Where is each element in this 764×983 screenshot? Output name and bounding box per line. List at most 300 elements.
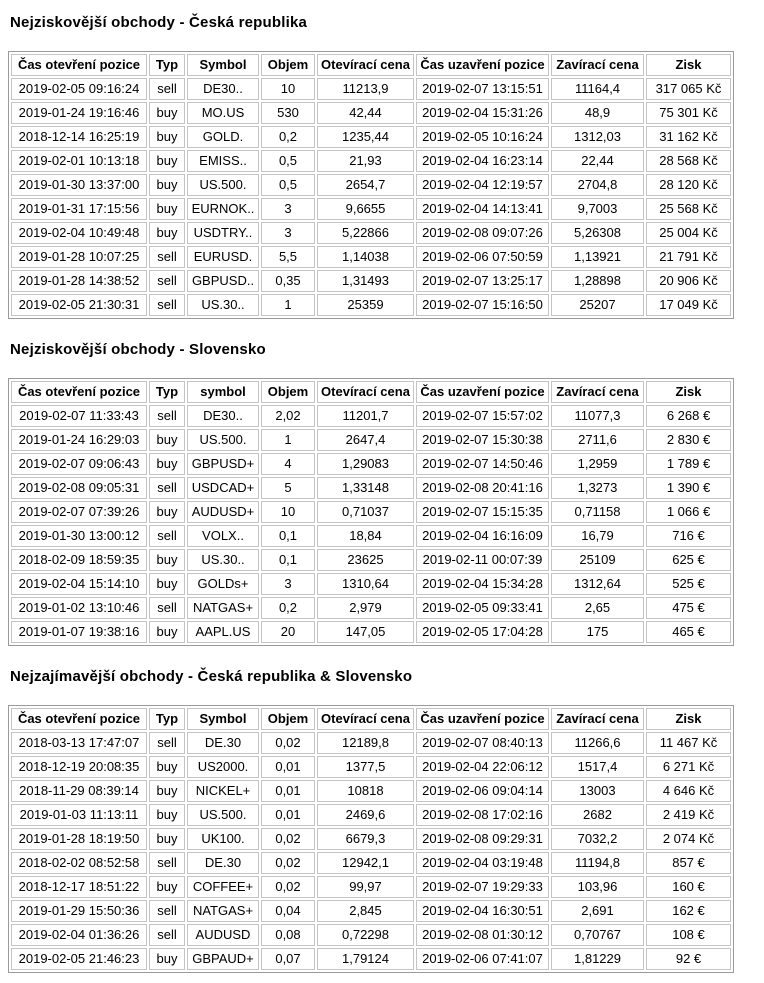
cell-open-price: 11213,9	[317, 78, 414, 100]
cell-open-time: 2018-12-19 20:08:35	[11, 756, 147, 778]
cell-close-time: 2019-02-04 16:16:09	[416, 525, 549, 547]
table-row	[11, 150, 731, 172]
cell-open-price: 12189,8	[317, 732, 414, 754]
cell-volume: 1	[261, 429, 315, 451]
cell-symbol: DE.30	[187, 852, 259, 874]
cell-type: buy	[149, 102, 185, 124]
cell-close-time: 2019-02-05 17:04:28	[416, 621, 549, 643]
cell-symbol: DE30..	[187, 405, 259, 427]
cell-open-time: 2018-02-09 18:59:35	[11, 549, 147, 571]
cell-open-price: 1310,64	[317, 573, 414, 595]
cell-profit: 75 301 Kč	[646, 102, 731, 124]
trades-table	[8, 51, 734, 319]
cell-type: buy	[149, 453, 185, 475]
table-row	[11, 597, 731, 619]
cell-volume: 0,35	[261, 270, 315, 292]
cell-volume: 3	[261, 573, 315, 595]
cell-close-price: 2704,8	[551, 174, 644, 196]
column-header-symbol: Symbol	[187, 54, 259, 76]
cell-open-price: 10818	[317, 780, 414, 802]
cell-close-time: 2019-02-07 19:29:33	[416, 876, 549, 898]
cell-open-price: 2654,7	[317, 174, 414, 196]
cell-symbol: MO.US	[187, 102, 259, 124]
cell-open-price: 18,84	[317, 525, 414, 547]
cell-open-price: 12942,1	[317, 852, 414, 874]
cell-open-price: 1377,5	[317, 756, 414, 778]
cell-open-time: 2019-01-30 13:37:00	[11, 174, 147, 196]
cell-close-time: 2019-02-07 15:57:02	[416, 405, 549, 427]
cell-profit: 11 467 Kč	[646, 732, 731, 754]
cell-symbol: EURNOK..	[187, 198, 259, 220]
column-header-open-price: Otevírací cena	[317, 54, 414, 76]
header-row	[11, 708, 731, 730]
cell-close-price: 1,81229	[551, 948, 644, 970]
table-row	[11, 453, 731, 475]
cell-close-time: 2019-02-07 08:40:13	[416, 732, 549, 754]
cell-open-time: 2018-11-29 08:39:14	[11, 780, 147, 802]
cell-close-price: 175	[551, 621, 644, 643]
column-header-profit: Zisk	[646, 54, 731, 76]
column-header-open-price: Otevírací cena	[317, 381, 414, 403]
cell-profit: 475 €	[646, 597, 731, 619]
cell-close-time: 2019-02-08 09:07:26	[416, 222, 549, 244]
cell-type: sell	[149, 597, 185, 619]
cell-close-price: 0,71158	[551, 501, 644, 523]
table-row	[11, 525, 731, 547]
cell-volume: 0,02	[261, 828, 315, 850]
cell-close-time: 2019-02-06 07:50:59	[416, 246, 549, 268]
cell-type: sell	[149, 78, 185, 100]
cell-type: buy	[149, 573, 185, 595]
table-row	[11, 246, 731, 268]
cell-volume: 10	[261, 78, 315, 100]
column-header-type: Typ	[149, 708, 185, 730]
cell-volume: 5	[261, 477, 315, 499]
cell-type: buy	[149, 621, 185, 643]
cell-open-price: 25359	[317, 294, 414, 316]
cell-symbol: COFFEE+	[187, 876, 259, 898]
cell-type: buy	[149, 222, 185, 244]
cell-open-price: 1,33148	[317, 477, 414, 499]
trades-table	[8, 705, 734, 973]
cell-volume: 0,01	[261, 804, 315, 826]
cell-profit: 1 789 €	[646, 453, 731, 475]
cell-close-time: 2019-02-11 00:07:39	[416, 549, 549, 571]
cell-profit: 857 €	[646, 852, 731, 874]
cell-close-time: 2019-02-05 10:16:24	[416, 126, 549, 148]
cell-close-time: 2019-02-07 15:15:35	[416, 501, 549, 523]
column-header-volume: Objem	[261, 54, 315, 76]
column-header-type: Typ	[149, 54, 185, 76]
cell-close-price: 1,13921	[551, 246, 644, 268]
cell-symbol: VOLX..	[187, 525, 259, 547]
cell-open-price: 23625	[317, 549, 414, 571]
table-row	[11, 780, 731, 802]
cell-close-price: 2,65	[551, 597, 644, 619]
cell-open-price: 1,79124	[317, 948, 414, 970]
cell-volume: 0,5	[261, 174, 315, 196]
cell-symbol: US.500.	[187, 174, 259, 196]
cell-symbol: GBPAUD+	[187, 948, 259, 970]
cell-close-price: 1,28898	[551, 270, 644, 292]
cell-type: buy	[149, 150, 185, 172]
cell-symbol: EMISS..	[187, 150, 259, 172]
cell-type: buy	[149, 804, 185, 826]
table-row	[11, 405, 731, 427]
cell-close-time: 2019-02-07 14:50:46	[416, 453, 549, 475]
cell-profit: 6 271 Kč	[646, 756, 731, 778]
table-row	[11, 294, 731, 316]
cell-open-price: 6679,3	[317, 828, 414, 850]
cell-close-time: 2019-02-06 07:41:07	[416, 948, 549, 970]
cell-volume: 3	[261, 222, 315, 244]
column-header-close-time: Čas uzavření pozice	[416, 708, 549, 730]
cell-profit: 2 074 Kč	[646, 828, 731, 850]
cell-open-time: 2019-01-30 13:00:12	[11, 525, 147, 547]
section-title: Nejzajímavější obchody - Česká republika & Slovensko	[10, 668, 413, 685]
cell-volume: 0,2	[261, 597, 315, 619]
cell-close-time: 2019-02-08 17:02:16	[416, 804, 549, 826]
cell-close-price: 11077,3	[551, 405, 644, 427]
cell-close-price: 1,2959	[551, 453, 644, 475]
cell-volume: 0,1	[261, 549, 315, 571]
cell-close-price: 16,79	[551, 525, 644, 547]
cell-open-price: 1,14038	[317, 246, 414, 268]
cell-close-price: 1,3273	[551, 477, 644, 499]
cell-profit: 25 568 Kč	[646, 198, 731, 220]
cell-profit: 716 €	[646, 525, 731, 547]
cell-volume: 10	[261, 501, 315, 523]
cell-type: sell	[149, 924, 185, 946]
cell-close-time: 2019-02-07 15:16:50	[416, 294, 549, 316]
cell-profit: 465 €	[646, 621, 731, 643]
column-header-volume: Objem	[261, 708, 315, 730]
cell-open-time: 2019-01-28 18:19:50	[11, 828, 147, 850]
cell-close-price: 48,9	[551, 102, 644, 124]
cell-close-time: 2019-02-04 22:06:12	[416, 756, 549, 778]
cell-close-time: 2019-02-07 13:25:17	[416, 270, 549, 292]
cell-open-price: 21,93	[317, 150, 414, 172]
cell-close-price: 5,26308	[551, 222, 644, 244]
cell-profit: 25 004 Kč	[646, 222, 731, 244]
table-row	[11, 429, 731, 451]
column-header-profit: Zisk	[646, 708, 731, 730]
cell-profit: 17 049 Kč	[646, 294, 731, 316]
column-header-close-time: Čas uzavření pozice	[416, 381, 549, 403]
cell-symbol: USDTRY..	[187, 222, 259, 244]
cell-open-time: 2018-02-02 08:52:58	[11, 852, 147, 874]
header-row	[11, 54, 731, 76]
cell-open-time: 2019-01-24 19:16:46	[11, 102, 147, 124]
column-header-type: Typ	[149, 381, 185, 403]
cell-profit: 160 €	[646, 876, 731, 898]
table-row	[11, 270, 731, 292]
cell-open-time: 2019-01-28 10:07:25	[11, 246, 147, 268]
cell-open-time: 2019-01-24 16:29:03	[11, 429, 147, 451]
cell-volume: 2,02	[261, 405, 315, 427]
cell-symbol: US2000.	[187, 756, 259, 778]
cell-profit: 28 120 Kč	[646, 174, 731, 196]
cell-type: buy	[149, 501, 185, 523]
cell-type: sell	[149, 477, 185, 499]
cell-open-time: 2019-02-04 10:49:48	[11, 222, 147, 244]
cell-open-price: 99,97	[317, 876, 414, 898]
cell-close-time: 2019-02-04 16:23:14	[416, 150, 549, 172]
cell-volume: 0,2	[261, 126, 315, 148]
cell-open-time: 2019-01-28 14:38:52	[11, 270, 147, 292]
cell-symbol: EURUSD.	[187, 246, 259, 268]
cell-symbol: NATGAS+	[187, 900, 259, 922]
cell-symbol: GBPUSD+	[187, 453, 259, 475]
cell-open-time: 2018-12-17 18:51:22	[11, 876, 147, 898]
cell-close-time: 2019-02-04 16:30:51	[416, 900, 549, 922]
cell-close-price: 0,70767	[551, 924, 644, 946]
cell-profit: 1 066 €	[646, 501, 731, 523]
cell-type: buy	[149, 780, 185, 802]
cell-open-price: 147,05	[317, 621, 414, 643]
cell-close-price: 22,44	[551, 150, 644, 172]
table-row	[11, 756, 731, 778]
column-header-symbol: Symbol	[187, 708, 259, 730]
cell-profit: 162 €	[646, 900, 731, 922]
cell-close-price: 2711,6	[551, 429, 644, 451]
cell-close-time: 2019-02-05 09:33:41	[416, 597, 549, 619]
cell-type: buy	[149, 174, 185, 196]
table-row	[11, 102, 731, 124]
cell-open-price: 42,44	[317, 102, 414, 124]
cell-profit: 28 568 Kč	[646, 150, 731, 172]
cell-symbol: AUDUSD+	[187, 501, 259, 523]
table-row	[11, 126, 731, 148]
section-title: Nejziskovější obchody - Slovensko	[10, 341, 266, 358]
cell-volume: 0,04	[261, 900, 315, 922]
cell-volume: 0,01	[261, 756, 315, 778]
cell-type: sell	[149, 732, 185, 754]
cell-close-price: 25207	[551, 294, 644, 316]
cell-volume: 3	[261, 198, 315, 220]
table-row	[11, 900, 731, 922]
cell-profit: 31 162 Kč	[646, 126, 731, 148]
cell-open-time: 2019-01-07 19:38:16	[11, 621, 147, 643]
cell-profit: 21 791 Kč	[646, 246, 731, 268]
table-row	[11, 924, 731, 946]
cell-type: buy	[149, 429, 185, 451]
cell-open-time: 2019-01-31 17:15:56	[11, 198, 147, 220]
cell-close-time: 2019-02-07 13:15:51	[416, 78, 549, 100]
cell-close-price: 2,691	[551, 900, 644, 922]
column-header-close-price: Zavírací cena	[551, 381, 644, 403]
cell-open-time: 2019-02-05 21:30:31	[11, 294, 147, 316]
table-row	[11, 477, 731, 499]
cell-open-time: 2019-02-05 09:16:24	[11, 78, 147, 100]
cell-close-time: 2019-02-08 09:29:31	[416, 828, 549, 850]
cell-symbol: GBPUSD..	[187, 270, 259, 292]
cell-open-price: 0,71037	[317, 501, 414, 523]
cell-volume: 20	[261, 621, 315, 643]
cell-open-price: 2647,4	[317, 429, 414, 451]
cell-open-price: 5,22866	[317, 222, 414, 244]
table-row	[11, 198, 731, 220]
cell-type: sell	[149, 405, 185, 427]
table-row	[11, 573, 731, 595]
cell-volume: 0,07	[261, 948, 315, 970]
cell-close-price: 25109	[551, 549, 644, 571]
column-header-close-time: Čas uzavření pozice	[416, 54, 549, 76]
table-row	[11, 948, 731, 970]
cell-close-price: 1517,4	[551, 756, 644, 778]
cell-close-time: 2019-02-04 15:31:26	[416, 102, 549, 124]
cell-open-price: 9,6655	[317, 198, 414, 220]
cell-close-price: 2682	[551, 804, 644, 826]
cell-symbol: NATGAS+	[187, 597, 259, 619]
cell-volume: 0,01	[261, 780, 315, 802]
cell-close-price: 1312,64	[551, 573, 644, 595]
trades-table	[8, 378, 734, 646]
cell-symbol: AAPL.US	[187, 621, 259, 643]
cell-volume: 0,02	[261, 732, 315, 754]
cell-profit: 525 €	[646, 573, 731, 595]
cell-symbol: AUDUSD	[187, 924, 259, 946]
cell-volume: 0,5	[261, 150, 315, 172]
cell-volume: 0,1	[261, 525, 315, 547]
cell-close-time: 2019-02-08 01:30:12	[416, 924, 549, 946]
cell-profit: 1 390 €	[646, 477, 731, 499]
table-row	[11, 876, 731, 898]
cell-type: sell	[149, 246, 185, 268]
table-row	[11, 828, 731, 850]
cell-close-time: 2019-02-07 15:30:38	[416, 429, 549, 451]
cell-type: buy	[149, 198, 185, 220]
cell-open-time: 2019-02-07 11:33:43	[11, 405, 147, 427]
cell-type: sell	[149, 294, 185, 316]
cell-type: buy	[149, 549, 185, 571]
table-row	[11, 78, 731, 100]
cell-close-time: 2019-02-04 14:13:41	[416, 198, 549, 220]
header-row	[11, 381, 731, 403]
cell-close-price: 11164,4	[551, 78, 644, 100]
cell-open-time: 2019-01-03 11:13:11	[11, 804, 147, 826]
cell-volume: 0,08	[261, 924, 315, 946]
cell-symbol: DE.30	[187, 732, 259, 754]
column-header-profit: Zisk	[646, 381, 731, 403]
cell-open-price: 0,72298	[317, 924, 414, 946]
cell-type: buy	[149, 756, 185, 778]
table-row	[11, 732, 731, 754]
cell-profit: 625 €	[646, 549, 731, 571]
cell-symbol: UK100.	[187, 828, 259, 850]
column-header-volume: Objem	[261, 381, 315, 403]
cell-open-time: 2019-02-04 15:14:10	[11, 573, 147, 595]
column-header-close-price: Zavírací cena	[551, 708, 644, 730]
cell-open-time: 2019-02-04 01:36:26	[11, 924, 147, 946]
cell-symbol: GOLDs+	[187, 573, 259, 595]
cell-open-price: 2469,6	[317, 804, 414, 826]
cell-close-price: 7032,2	[551, 828, 644, 850]
cell-symbol: NICKEL+	[187, 780, 259, 802]
cell-open-time: 2019-01-29 15:50:36	[11, 900, 147, 922]
cell-volume: 1	[261, 294, 315, 316]
table-row	[11, 804, 731, 826]
column-header-open-time: Čas otevření pozice	[11, 54, 147, 76]
cell-open-time: 2019-02-05 21:46:23	[11, 948, 147, 970]
table-row	[11, 501, 731, 523]
cell-volume: 5,5	[261, 246, 315, 268]
table-row	[11, 621, 731, 643]
cell-volume: 4	[261, 453, 315, 475]
cell-symbol: US.500.	[187, 804, 259, 826]
cell-open-time: 2019-02-07 09:06:43	[11, 453, 147, 475]
cell-symbol: US.30..	[187, 294, 259, 316]
cell-open-price: 1,29083	[317, 453, 414, 475]
cell-type: buy	[149, 126, 185, 148]
section-title: Nejziskovější obchody - Česká republika	[10, 14, 308, 31]
table-row	[11, 174, 731, 196]
cell-open-time: 2019-02-07 07:39:26	[11, 501, 147, 523]
cell-open-time: 2018-03-13 17:47:07	[11, 732, 147, 754]
cell-profit: 20 906 Kč	[646, 270, 731, 292]
cell-volume: 530	[261, 102, 315, 124]
cell-close-time: 2019-02-06 09:04:14	[416, 780, 549, 802]
cell-open-price: 11201,7	[317, 405, 414, 427]
cell-open-price: 2,845	[317, 900, 414, 922]
cell-close-price: 9,7003	[551, 198, 644, 220]
cell-close-price: 103,96	[551, 876, 644, 898]
cell-close-price: 11194,8	[551, 852, 644, 874]
cell-symbol: US.30..	[187, 549, 259, 571]
cell-type: sell	[149, 900, 185, 922]
column-header-symbol: symbol	[187, 381, 259, 403]
column-header-open-time: Čas otevření pozice	[11, 381, 147, 403]
cell-open-price: 2,979	[317, 597, 414, 619]
cell-profit: 2 419 Kč	[646, 804, 731, 826]
cell-profit: 4 646 Kč	[646, 780, 731, 802]
cell-close-price: 11266,6	[551, 732, 644, 754]
cell-type: sell	[149, 852, 185, 874]
cell-type: buy	[149, 828, 185, 850]
cell-open-time: 2018-12-14 16:25:19	[11, 126, 147, 148]
cell-profit: 6 268 €	[646, 405, 731, 427]
cell-volume: 0,02	[261, 876, 315, 898]
cell-profit: 108 €	[646, 924, 731, 946]
cell-symbol: USDCAD+	[187, 477, 259, 499]
cell-symbol: GOLD.	[187, 126, 259, 148]
table-row	[11, 852, 731, 874]
cell-volume: 0,02	[261, 852, 315, 874]
cell-profit: 2 830 €	[646, 429, 731, 451]
table-row	[11, 222, 731, 244]
cell-profit: 317 065 Kč	[646, 78, 731, 100]
cell-close-time: 2019-02-04 12:19:57	[416, 174, 549, 196]
cell-open-price: 1235,44	[317, 126, 414, 148]
cell-open-time: 2019-02-01 10:13:18	[11, 150, 147, 172]
cell-close-time: 2019-02-08 20:41:16	[416, 477, 549, 499]
cell-type: buy	[149, 948, 185, 970]
cell-symbol: DE30..	[187, 78, 259, 100]
cell-open-time: 2019-02-08 09:05:31	[11, 477, 147, 499]
column-header-open-price: Otevírací cena	[317, 708, 414, 730]
cell-type: buy	[149, 876, 185, 898]
cell-type: sell	[149, 270, 185, 292]
cell-close-time: 2019-02-04 15:34:28	[416, 573, 549, 595]
cell-symbol: US.500.	[187, 429, 259, 451]
cell-profit: 92 €	[646, 948, 731, 970]
cell-close-price: 1312,03	[551, 126, 644, 148]
cell-open-time: 2019-01-02 13:10:46	[11, 597, 147, 619]
table-row	[11, 549, 731, 571]
cell-type: sell	[149, 525, 185, 547]
cell-close-price: 13003	[551, 780, 644, 802]
column-header-open-time: Čas otevření pozice	[11, 708, 147, 730]
